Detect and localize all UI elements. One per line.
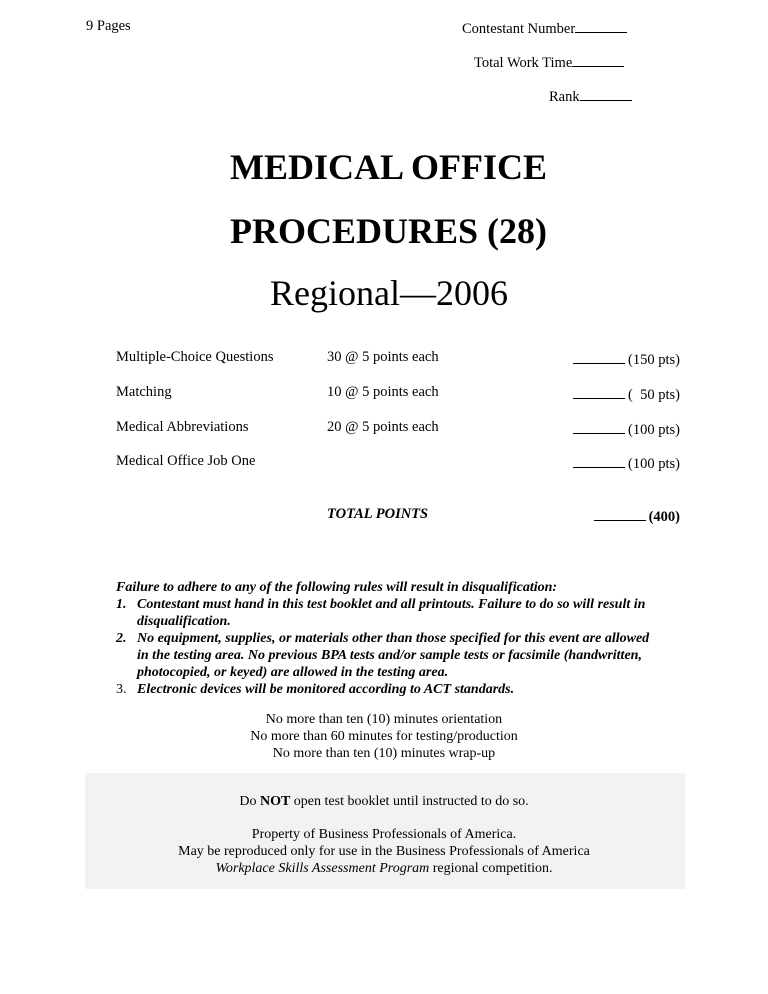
score-field[interactable] [573,349,680,369]
score-field[interactable] [573,453,680,473]
subtitle: Regional—2006 [270,273,508,313]
rank-label: Rank [549,89,580,105]
total-points: (400) [648,509,680,525]
score-row [116,453,680,473]
score-field[interactable] [573,384,680,404]
program-notice: Workplace Skills Assessment Program regional competition. [215,861,553,876]
section-points: ( 50 pts) [628,387,680,403]
total-work-time-field[interactable] [474,52,627,72]
section-detail: 10 @ 5 points each [327,384,439,400]
score-field[interactable] [573,419,680,439]
section-points: (100 pts) [628,422,680,438]
total-label: TOTAL POINTS [327,506,429,522]
rule-text: Contestant must hand in this test booklet and all printouts. Failure to do so will result in disqualification. [137,597,646,629]
section-detail: 20 @ 5 points each [327,419,439,435]
rank-field[interactable] [549,86,635,106]
section-detail: 30 @ 5 points each [327,349,439,365]
total-work-time-label: Total Work Time [474,55,573,71]
timing-wrapup: No more than ten (10) minutes wrap-up [272,746,496,761]
rule-text: No equipment, supplies, or materials other than those specified for this event are allowed in the testing area. No previous BPA tests and/or sample tests or facsimile (handwritten, photocopied, or keyed) are allowed in the testing area. [137,631,650,680]
rule-number: 2. [116,631,127,646]
rule-item [116,630,656,681]
rules-intro: Failure to adhere to any of the following rules will result in disqualification: [116,580,558,595]
page-count: 9 Pages [86,18,131,34]
rule-item [116,681,656,698]
property-notice: Property of Business Professionals of America. [251,827,517,842]
score-row [116,419,680,439]
section-name: Matching [116,384,172,400]
rule-item [116,596,656,630]
rules-section [116,579,656,698]
section-points: (100 pts) [628,456,680,472]
section-points: (150 pts) [628,352,680,368]
contestant-number-field[interactable] [462,18,630,38]
rule-number: 3. [116,682,127,697]
contestant-number-label: Contestant Number [462,21,576,37]
section-name: Medical Abbreviations [116,419,249,435]
timing-orientation: No more than ten (10) minutes orientation [265,712,503,727]
title-line-2: PROCEDURES (28) [230,211,548,251]
score-row [116,349,680,369]
do-not-open-notice: Do NOT open test booklet until instructed to do so. [239,794,529,809]
score-row [116,384,680,404]
section-name: Medical Office Job One [116,453,256,469]
timing-testing: No more than 60 minutes for testing/production [250,729,518,744]
title-line-1: MEDICAL OFFICE [230,147,548,187]
rule-text: Electronic devices will be monitored according to ACT standards. [137,682,515,697]
rule-number: 1. [116,597,127,612]
total-row [116,506,680,526]
total-field[interactable] [594,506,680,526]
section-name: Multiple-Choice Questions [116,349,274,365]
reproduce-notice: May be reproduced only for use in the Business Professionals of America [178,844,590,859]
